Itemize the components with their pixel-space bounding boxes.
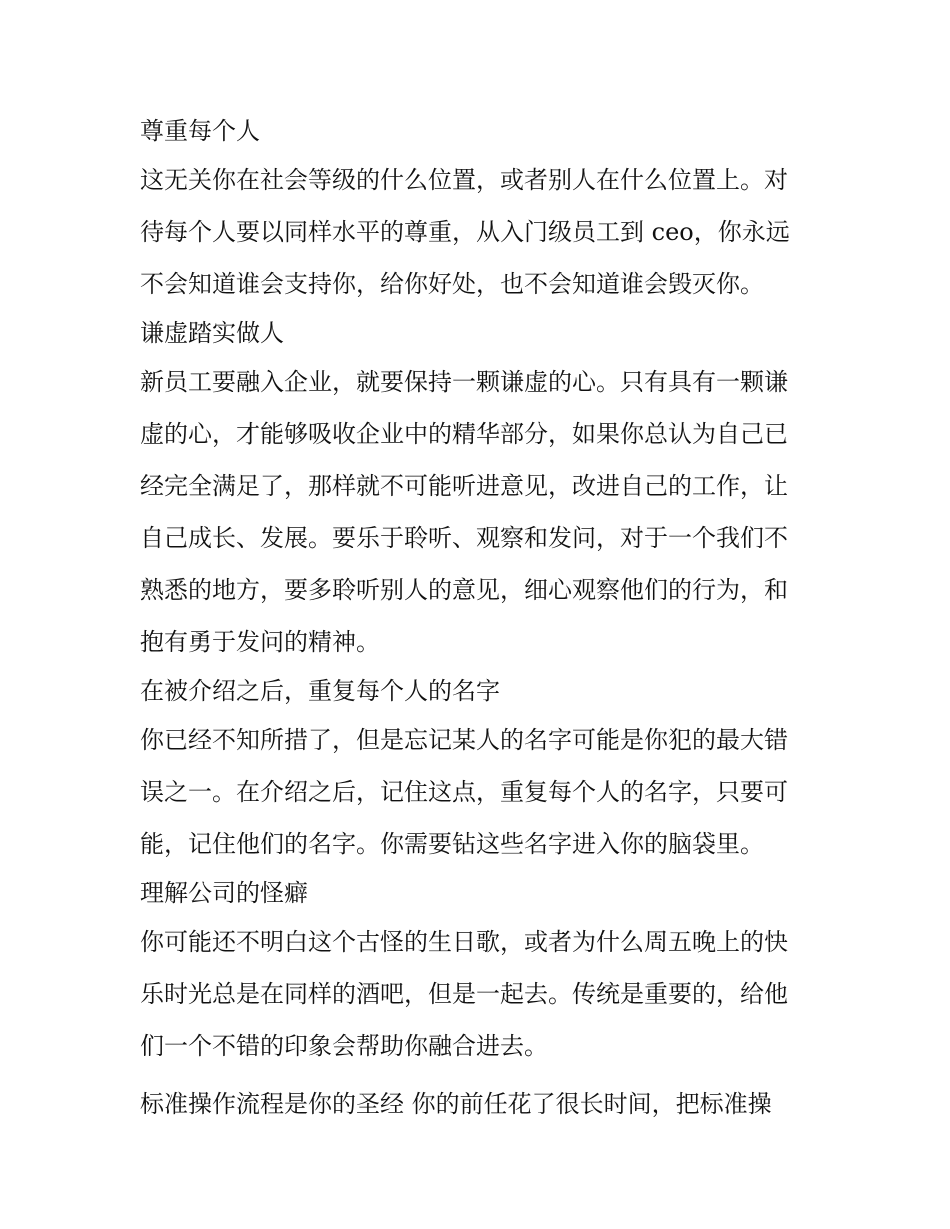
paragraph-line: 抱有勇于发问的精神。 xyxy=(140,628,380,656)
paragraph-line: 标准操作流程是你的圣经 你的前任花了很长时间，把标准操 xyxy=(140,1090,772,1118)
paragraph-line: 待每个人要以同样水平的尊重，从入门级员工到 ceo，你永远 xyxy=(140,218,790,246)
paragraph-line: 自己成长、发展。要乐于聆听、观察和发问，对于一个我们不 xyxy=(140,524,788,552)
paragraph-line: 虚的心，才能够吸收企业中的精华部分，如果你总认为自己已 xyxy=(140,420,788,448)
section-heading: 理解公司的怪癖 xyxy=(140,879,308,907)
paragraph-line: 你已经不知所措了，但是忘记某人的名字可能是你犯的最大错 xyxy=(140,726,788,754)
paragraph-line: 这无关你在社会等级的什么位置，或者别人在什么位置上。对 xyxy=(140,166,788,194)
paragraph-line: 能，记住他们的名字。你需要钻这些名字进入你的脑袋里。 xyxy=(140,830,764,858)
paragraph-line: 不会知道谁会支持你，给你好处，也不会知道谁会毁灭你。 xyxy=(140,270,764,298)
paragraph-line: 们一个不错的印象会帮助你融合进去。 xyxy=(140,1032,548,1060)
paragraph-line: 你可能还不明白这个古怪的生日歌，或者为什么周五晚上的快 xyxy=(140,928,788,956)
section-heading: 谦虚踏实做人 xyxy=(140,319,284,347)
paragraph-line: 熟悉的地方，要多聆听别人的意见，细心观察他们的行为，和 xyxy=(140,576,788,604)
paragraph-line: 新员工要融入企业，就要保持一颗谦虚的心。只有具有一颗谦 xyxy=(140,368,788,396)
section-heading: 尊重每个人 xyxy=(140,117,260,145)
paragraph-line: 误之一。在介绍之后，记住这点，重复每个人的名字，只要可 xyxy=(140,778,788,806)
paragraph-line: 经完全满足了，那样就不可能听进意见，改进自己的工作，让 xyxy=(140,472,788,500)
section-heading: 在被介绍之后，重复每个人的名字 xyxy=(140,677,500,705)
document-body xyxy=(140,108,820,1130)
paragraph-line: 乐时光总是在同样的酒吧，但是一起去。传统是重要的，给他 xyxy=(140,980,788,1008)
